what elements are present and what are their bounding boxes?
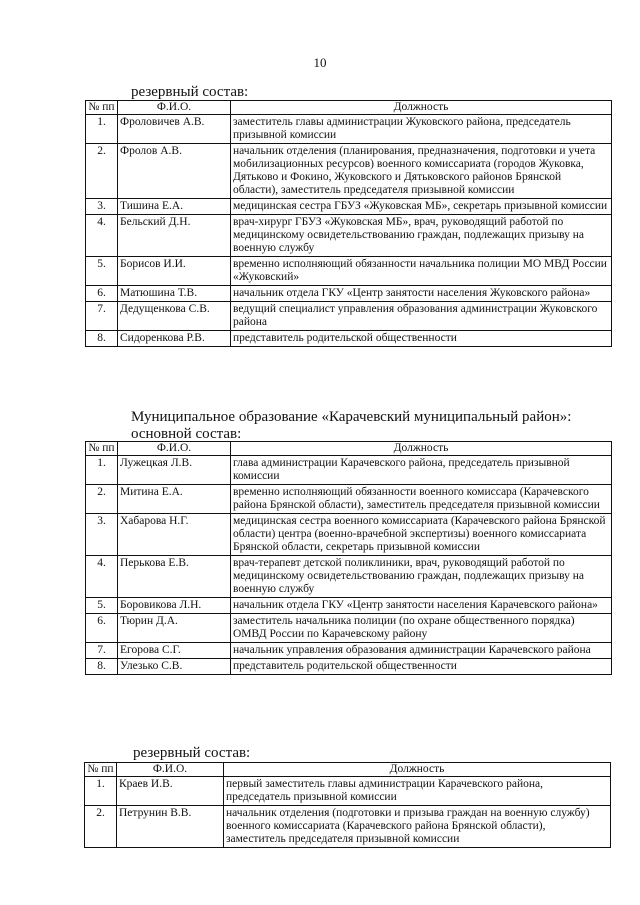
position-cell: представитель родительской общественности: [231, 331, 612, 347]
full-name-cell: Хабарова Н.Г.: [118, 514, 231, 556]
full-name-cell: Борисов И.И.: [118, 257, 231, 286]
table-row: [86, 286, 612, 302]
full-name-cell: Перькова Е.В.: [118, 556, 231, 598]
table-row: [86, 485, 612, 514]
table-row: [86, 556, 612, 598]
table-row: [85, 777, 611, 806]
section-heading-main: основной состав:: [131, 426, 242, 442]
table-row: [86, 614, 612, 643]
row-number-cell: 1.: [86, 115, 118, 144]
position-cell: временно исполняющий обязанности военного комиссара (Карачевского района Брянской области), заместитель председателя призывной комиссии: [231, 485, 612, 514]
position-cell: глава администрации Карачевского района, председатель призывной комиссии: [231, 456, 612, 485]
position-cell: представитель родительской общественности: [231, 659, 612, 675]
column-header-num: № пп: [86, 101, 118, 115]
row-number-cell: 4.: [86, 556, 118, 598]
position-cell: начальник управления образования администрации Карачевского района: [231, 643, 612, 659]
table-body: [86, 456, 612, 675]
full-name-cell: Фролов А.В.: [118, 144, 231, 199]
row-number-cell: 6.: [86, 286, 118, 302]
row-number-cell: 1.: [85, 777, 117, 806]
row-number-cell: 4.: [86, 215, 118, 257]
table-row: [86, 115, 612, 144]
table-body: [85, 777, 611, 848]
section-heading-reserve-2: резервный состав:: [133, 745, 251, 761]
column-header-position: Должность: [224, 763, 611, 777]
column-header-num: № пп: [86, 442, 118, 456]
roster-table-main: [85, 441, 612, 675]
roster-table-reserve-2: [84, 762, 611, 848]
column-header-position: Должность: [231, 101, 612, 115]
column-header-name: Ф.И.О.: [118, 101, 231, 115]
municipality-heading: Муниципальное образование «Карачевский муниципальный район»:: [131, 409, 572, 425]
table-row: [86, 144, 612, 199]
full-name-cell: Улезько С.В.: [118, 659, 231, 675]
row-number-cell: 1.: [86, 456, 118, 485]
full-name-cell: Лужецкая Л.В.: [118, 456, 231, 485]
table-row: [86, 659, 612, 675]
row-number-cell: 2.: [86, 144, 118, 199]
full-name-cell: Егорова С.Г.: [118, 643, 231, 659]
table-header-row: [86, 442, 612, 456]
row-number-cell: 3.: [86, 514, 118, 556]
position-cell: врач-терапевт детской поликлиники, врач, руководящий работой по медицинскому освидетельствованию граждан, подлежащих призыву на военную службу: [231, 556, 612, 598]
position-cell: первый заместитель главы администрации Карачевского района, председатель призывной комиссии: [224, 777, 611, 806]
table-row: [86, 215, 612, 257]
full-name-cell: Митина Е.А.: [118, 485, 231, 514]
position-cell: начальник отделения (планирования, предназначения, подготовки и учета мобилизационных ресурсов) военного комиссариата (городов Жуковка, Дятьково и Фокино, Жуковского и Дятьковского районов Брянской области), заместитель председателя призывной комиссии: [231, 144, 612, 199]
row-number-cell: 8.: [86, 331, 118, 347]
column-header-num: № пп: [85, 763, 117, 777]
position-cell: медицинская сестра военного комиссариата (Карачевского района Брянской области) центра (военно-врачебной экспертизы) военного комиссариата Брянской области, секретарь призывной комиссии: [231, 514, 612, 556]
row-number-cell: 7.: [86, 302, 118, 331]
full-name-cell: Фроловичев А.В.: [118, 115, 231, 144]
table-row: [86, 302, 612, 331]
full-name-cell: Сидоренкова Р.В.: [118, 331, 231, 347]
full-name-cell: Тишина Е.А.: [118, 199, 231, 215]
row-number-cell: 7.: [86, 643, 118, 659]
position-cell: заместитель начальника полиции (по охране общественного порядка) ОМВД России по Карачевскому району: [231, 614, 612, 643]
full-name-cell: Боровикова Л.Н.: [118, 598, 231, 614]
table-row: [86, 598, 612, 614]
position-cell: начальник отдела ГКУ «Центр занятости населения Жуковского района»: [231, 286, 612, 302]
table-row: [86, 514, 612, 556]
full-name-cell: Бельский Д.Н.: [118, 215, 231, 257]
full-name-cell: Краев И.В.: [117, 777, 224, 806]
position-cell: врач-хирург ГБУЗ «Жуковская МБ», врач, руководящий работой по медицинскому освидетельствованию граждан, подлежащих призыву на военную службу: [231, 215, 612, 257]
table-row: [86, 199, 612, 215]
row-number-cell: 5.: [86, 598, 118, 614]
table-header-row: [86, 101, 612, 115]
table-body: [86, 115, 612, 347]
table-row: [86, 456, 612, 485]
section-heading-reserve-1: резервный состав:: [131, 84, 249, 100]
position-cell: медицинская сестра ГБУЗ «Жуковская МБ», секретарь призывной комиссии: [231, 199, 612, 215]
row-number-cell: 8.: [86, 659, 118, 675]
position-cell: ведущий специалист управления образования администрации Жуковского района: [231, 302, 612, 331]
position-cell: временно исполняющий обязанности начальника полиции МО МВД России «Жуковский»: [231, 257, 612, 286]
full-name-cell: Петрунин В.В.: [117, 806, 224, 848]
table-row: [86, 257, 612, 286]
position-cell: начальник отдела ГКУ «Центр занятости населения Карачевского района»: [231, 598, 612, 614]
row-number-cell: 2.: [86, 485, 118, 514]
page-number: 10: [313, 55, 327, 70]
table-row: [85, 806, 611, 848]
row-number-cell: 3.: [86, 199, 118, 215]
column-header-name: Ф.И.О.: [118, 442, 231, 456]
row-number-cell: 6.: [86, 614, 118, 643]
full-name-cell: Тюрин Д.А.: [118, 614, 231, 643]
full-name-cell: Матюшина Т.В.: [118, 286, 231, 302]
table-header-row: [85, 763, 611, 777]
column-header-name: Ф.И.О.: [117, 763, 224, 777]
table-row: [86, 643, 612, 659]
row-number-cell: 5.: [86, 257, 118, 286]
roster-table-reserve-1: [85, 100, 612, 347]
row-number-cell: 2.: [85, 806, 117, 848]
position-cell: заместитель главы администрации Жуковского района, председатель призывной комиссии: [231, 115, 612, 144]
position-cell: начальник отделения (подготовки и призыва граждан на военную службу) военного комиссариата (Карачевского района Брянской области), заместитель председателя призывной комиссии: [224, 806, 611, 848]
full-name-cell: Дедущенкова С.В.: [118, 302, 231, 331]
table-row: [86, 331, 612, 347]
column-header-position: Должность: [231, 442, 612, 456]
